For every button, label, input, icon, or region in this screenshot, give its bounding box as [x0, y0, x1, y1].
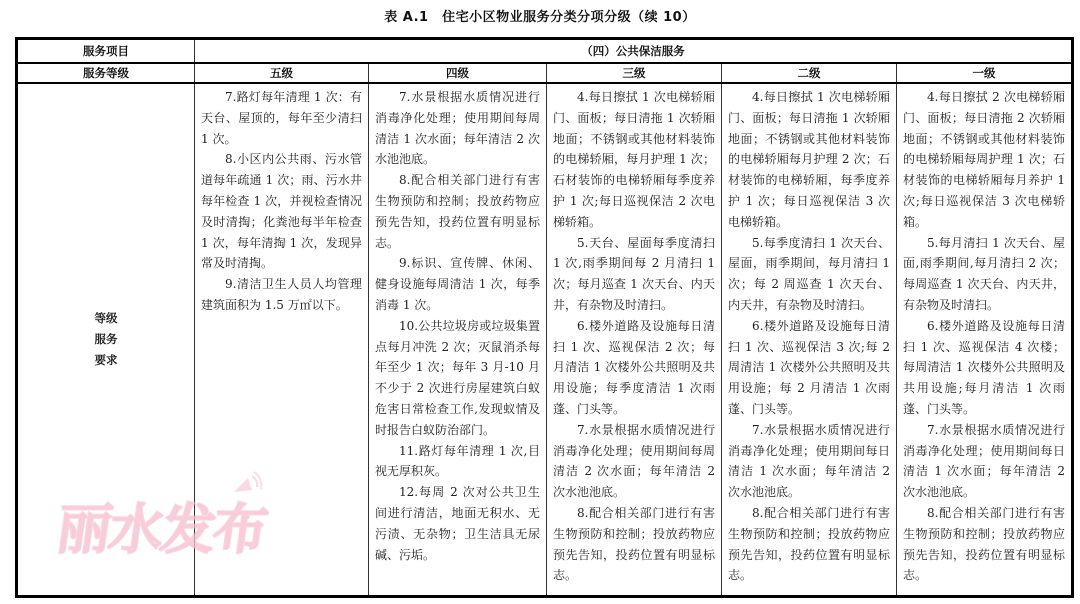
requirement-item: 7.水景根据水质情况进行消毒净化处理；使用期间每周清洁 1 次水面；每年清洁 2 次水池池底。: [375, 90, 540, 167]
level-header: 一级: [897, 63, 1073, 83]
label-line: 要求: [94, 353, 118, 367]
requirement-item: 8.配合相关部门进行有害生物预防和控制；投放药物应预先告知，投药位置有明显标志。: [375, 173, 540, 250]
service-item-row: [17, 39, 1073, 64]
requirement-item: 11.路灯每年清理 1 次,目视无厚积灰。: [375, 443, 540, 479]
level-5-requirements: [195, 83, 369, 597]
level-header: 三级: [547, 63, 722, 83]
service-item-value: （四）公共保洁服务: [195, 39, 1073, 64]
requirement-item: 6.楼外道路及设施每日清扫 1 次、巡视保洁 3 次;每 2 周清洁 1 次楼外公共照明及共用设施；每 2 月清洁 1 次雨蓬、门头等。: [728, 318, 890, 416]
level-header: 四级: [369, 63, 547, 83]
table-title: 表 A.1 住宅小区物业服务分类分项分级（续 10）: [384, 10, 696, 25]
service-grade-table: [15, 37, 1074, 598]
label-line: 等级: [94, 311, 118, 325]
requirement-item: 12.每周 2 次对公共卫生间进行清洁，地面无积水、无污渍、无杂物；卫生洁具无尿碱、污垢。: [375, 485, 540, 562]
requirements-row: [17, 83, 1073, 597]
requirement-item: 5.天台、屋面每季度清扫 1 次,雨季期间每 2 月清扫 1 次；每月巡查 1 次天台、内天井，有杂物及时清扫。: [553, 235, 715, 312]
label-line: 服务: [94, 332, 118, 346]
service-level-label: 服务等级: [17, 63, 195, 83]
requirement-item: 9.清洁卫生人员人均管理建筑面积为 1.5 万㎡以下。: [201, 277, 362, 312]
requirement-item: 7.水景根据水质情况进行消毒净化处理；使用期间每周清洁 2 次水面；每年清洁 2 次水池池底。: [553, 422, 715, 500]
requirement-item: 8.小区内公共雨、污水管道每年疏通 1 次；雨、污水井每年检查 1 次，并视检查情况及时清掏；化粪池每半年检查 1 次，每年清掏 1 次，发现异常及时清掏。: [201, 152, 362, 271]
requirement-item: 5.每月清扫 1 次天台、屋面,雨季期间,每月清扫 2 次；每周巡查 1 次天台、内天井，有杂物及时清扫。: [903, 235, 1066, 312]
service-level-row: [17, 63, 1073, 83]
requirement-item: 6.楼外道路及设施每日清扫 1 次、巡视保洁 4 次楼；每周清洁 1 次楼外公共照明及共用设施;每月清洁 1 次雨蓬、门头等。: [903, 318, 1066, 416]
requirement-item: 7.水景根据水质情况进行消毒净化处理；使用期间每日清洁 1 次水面；每年清洁 2 次水池池底。: [728, 422, 890, 500]
requirement-item: 4.每日擦拭 2 次电梯轿厢门、面板；每日清拖 2 次轿厢地面；不锈钢或其他材料装饰的电梯轿厢每周护理 1 次；石材装饰的电梯轿厢每月养护 1 次;每日巡视保洁 3 次电梯轿箱。: [903, 90, 1066, 229]
requirement-item: 6.楼外道路及设施每日清扫 1 次、巡视保洁 2 次；每月清洁 1 次楼外公共照明及共用设施；每季度清洁 1 次雨蓬、门头等。: [553, 318, 715, 416]
level-header: 五级: [195, 63, 369, 83]
requirement-item: 9.标识、宣传牌、休闲、健身设施每周清洁 1 次，每季消毒 1 次。: [375, 256, 540, 312]
watermark-logo: 丽水发布: [53, 498, 270, 561]
level-header: 二级: [722, 63, 897, 83]
requirement-item: 4.每日擦拭 1 次电梯轿厢门、面板；每日清拖 1 次轿厢地面；不锈钢或其他材料装饰的电梯轿厢，每月护理 1 次；石材装饰的电梯轿厢每季度养护 1 次;每日巡视保洁 2 次电梯轿箱。: [553, 90, 715, 229]
requirement-item: 10.公共垃圾房或垃圾集置点每月冲洗 2 次；灭鼠消杀每年至少 1 次；每年 3 月-10 月不少于 2 次进行房屋建筑白蚁危害日常检查工作,发现蚁情及时报告白蚁防治部门。: [375, 318, 540, 437]
requirement-item: 8.配合相关部门进行有害生物预防和控制；投放药物应预先告知，投药位置有明显标志。: [553, 505, 715, 583]
level-3-requirements: [547, 83, 722, 597]
requirement-item: 8.配合相关部门进行有害生物预防和控制；投放药物应预先告知，投药位置有明显标志。: [903, 505, 1066, 583]
level-2-requirements: [722, 83, 897, 597]
requirement-item: 8.配合相关部门进行有害生物预防和控制；投放药物应预先告知，投药位置有明显标志。: [728, 505, 890, 583]
requirement-item: 7.路灯每年清理 1 次：有天台、屋顶的，每年至少清扫 1 次。: [201, 90, 362, 146]
service-item-label: 服务项目: [17, 39, 195, 64]
requirements-label: [17, 83, 195, 597]
level-1-requirements: [897, 83, 1073, 597]
requirement-item: 5.每季度清扫 1 次天台、屋面，雨季期间，每月清扫 1 次；每 2 周巡查 1 次天台、内天井，有杂物及时清扫。: [728, 235, 890, 312]
requirement-item: 4.每日擦拭 1 次电梯轿厢门、面板；每日清拖 1 次轿厢地面；不锈钢或其他材料装饰的电梯轿厢每月护理 2 次；石材装饰的电梯轿厢，每季度养护 1 次；每日巡视保洁 3 次电梯轿箱。: [728, 90, 890, 229]
level-4-requirements: [369, 83, 547, 597]
requirement-item: 7.水景根据水质情况进行消毒净化处理；使用期间每日清洁 1 次水面；每年清洁 2 次水池池底。: [903, 422, 1066, 500]
